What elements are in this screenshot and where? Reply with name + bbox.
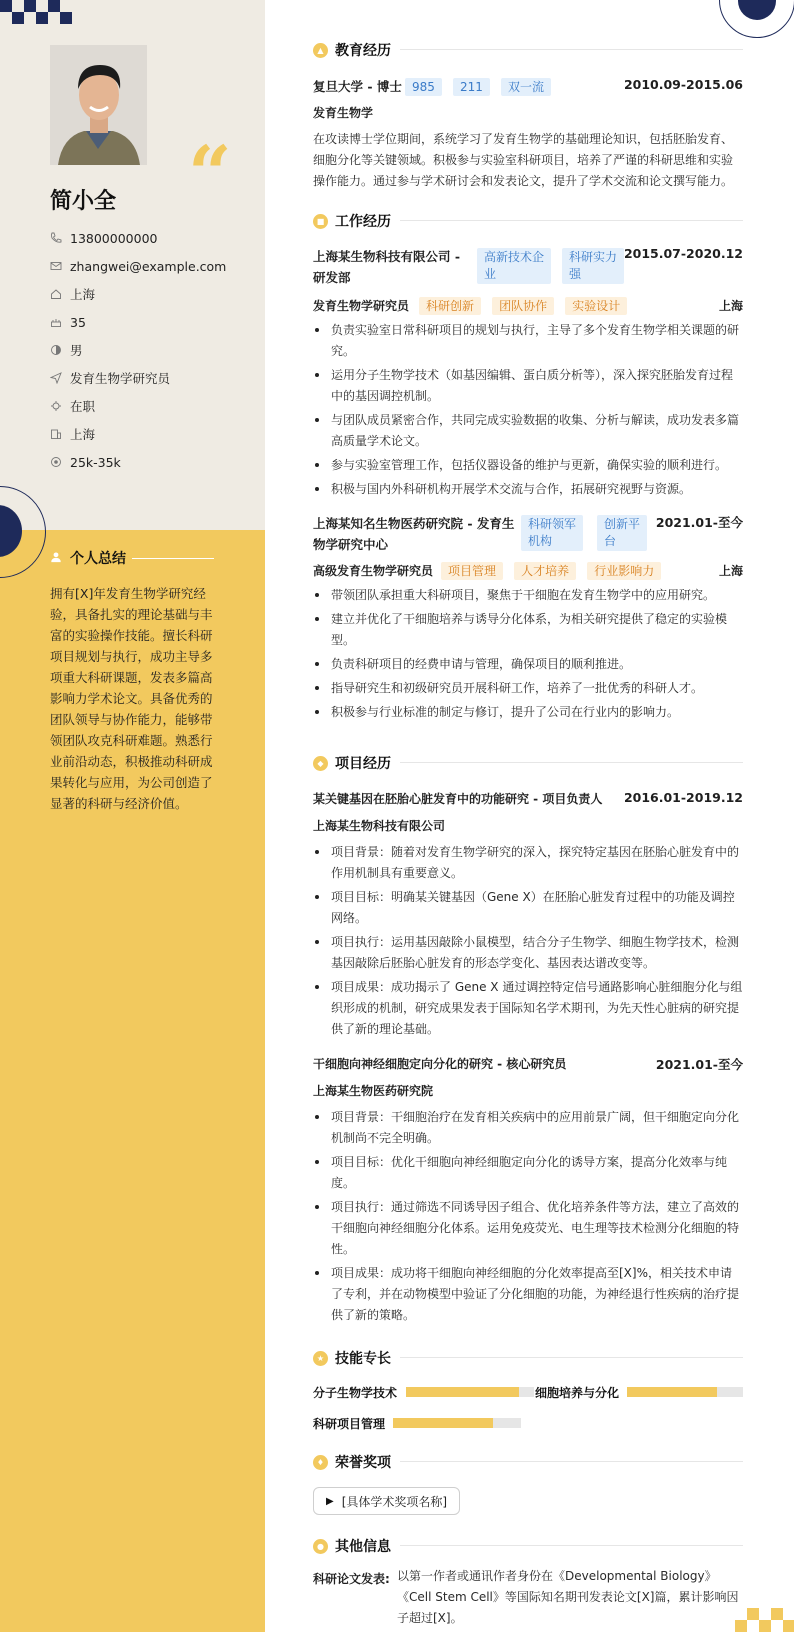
tag-line: 科研领军 bbox=[528, 517, 577, 531]
contact-info-list bbox=[50, 224, 260, 476]
list-item: 负责实验室日常科研项目的规划与执行，主导了多个发育生物学相关课题的研究。 bbox=[313, 320, 743, 362]
tag-line: 台 bbox=[604, 534, 617, 548]
summary-heading bbox=[50, 548, 126, 568]
tag-line: 业 bbox=[484, 267, 497, 281]
skill-icon: ★ bbox=[313, 1351, 328, 1366]
job-company-line: 物学研究中心 bbox=[313, 537, 389, 552]
job-company-tag bbox=[477, 248, 551, 284]
list-item: 项目成果：成功揭示了 Gene X 通过调控特定信号通路影响心脏细胞分化与组织形成的机制，研究成果发表于国际知名学术期刊，为先天性心脏病的研究提供了新的理论基础。 bbox=[313, 977, 743, 1040]
skill-name: 科研项目管理 bbox=[313, 1417, 386, 1431]
email-value: zhangwei@example.com bbox=[70, 258, 227, 274]
briefcase-icon: ■ bbox=[313, 214, 328, 229]
send-icon bbox=[50, 371, 70, 385]
info-age bbox=[50, 308, 260, 336]
job-location: 上海 bbox=[718, 299, 743, 313]
role-tag: 行业影响力 bbox=[587, 562, 661, 580]
education-school: 复旦大学 - 博士 bbox=[313, 79, 402, 94]
work-divider bbox=[400, 220, 743, 221]
job-date: 2021.01-至今 bbox=[655, 515, 743, 530]
tag-line: 科研实力 bbox=[569, 250, 618, 264]
list-item: 带领团队承担重大科研项目，聚焦于干细胞在发育生物学中的应用研究。 bbox=[313, 585, 743, 606]
role-tag: 团队协作 bbox=[492, 297, 554, 315]
info-phone bbox=[50, 224, 260, 252]
role-tag: 实验设计 bbox=[565, 297, 627, 315]
other-text: 以第一作者或通讯作者身份在《Developmental Biology》《Cell Stem Cell》等国际知名期刊发表论文[X]篇，累计影响因子超过[X]。 bbox=[397, 1569, 739, 1625]
info-icon: ● bbox=[313, 1539, 328, 1554]
role-tag: 科研创新 bbox=[419, 297, 481, 315]
job-company bbox=[313, 246, 460, 288]
info-home bbox=[50, 280, 260, 308]
summary-divider bbox=[132, 558, 214, 559]
list-item: 项目成果：成功将干细胞向神经细胞的分化效率提高至[X]%，相关技术申请了专利，并在动物模型中验证了分化细胞的功能，为神经退行性疾病的治疗提供了新的策略。 bbox=[313, 1263, 743, 1326]
building-icon bbox=[50, 427, 70, 441]
skill-bar-fill bbox=[406, 1387, 519, 1397]
awards-divider bbox=[400, 1461, 743, 1462]
project-date: 2021.01-至今 bbox=[655, 1057, 743, 1072]
info-position bbox=[50, 364, 260, 392]
job-company-tag bbox=[521, 515, 583, 551]
job-company-line: 上海某知名生物医药研究院 - 发育生 bbox=[313, 516, 515, 531]
education-divider bbox=[400, 49, 743, 50]
education-description: 在攻读博士学位期间，系统学习了发育生物学的基础理论知识，包括胚胎发育、细胞分化等关键领域。积极参与实验室科研项目，培养了严谨的科研思维和实验操作能力。通过参与学术研讨会和发表论文，提升了学术交流和论文撰写能力。 bbox=[313, 132, 734, 188]
role-tag: 人才培养 bbox=[514, 562, 576, 580]
list-item: 运用分子生物学技术（如基因编辑、蛋白质分析等），深入探究胚胎发育过程中的基因调控机制。 bbox=[313, 365, 743, 407]
home-value: 上海 bbox=[70, 287, 96, 302]
age-value: 35 bbox=[70, 314, 86, 330]
project-bullets bbox=[313, 1107, 743, 1329]
corner-checker-decoration bbox=[0, 0, 76, 24]
role-tag: 项目管理 bbox=[441, 562, 503, 580]
job-bullets bbox=[313, 585, 743, 726]
salary-value: 25k-35k bbox=[70, 454, 121, 470]
awards-title: 荣誉奖项 bbox=[335, 1455, 391, 1471]
info-gender bbox=[50, 336, 260, 364]
list-item: 项目背景：随着对发育生物学研究的深入，探究特定基因在胚胎心脏发育中的作用机制具有重要意义。 bbox=[313, 842, 743, 884]
mail-icon bbox=[50, 259, 70, 273]
projects-heading bbox=[313, 753, 391, 773]
education-heading bbox=[313, 40, 391, 60]
education-tag: 双一流 bbox=[501, 78, 551, 96]
project-org: 上海某生物医药研究院 bbox=[313, 1084, 434, 1098]
education-tags bbox=[405, 76, 551, 96]
education-date: 2010.09-2015.06 bbox=[623, 77, 743, 92]
other-label: 科研论文发表: bbox=[313, 1572, 390, 1586]
status-icon bbox=[50, 399, 70, 413]
job-company bbox=[313, 513, 514, 555]
education-tag: 211 bbox=[453, 78, 490, 96]
info-salary bbox=[50, 448, 260, 476]
skills-title: 技能专长 bbox=[335, 1351, 391, 1367]
gender-icon bbox=[50, 343, 70, 357]
education-tag: 985 bbox=[405, 78, 442, 96]
list-item: 项目执行：通过筛选不同诱导因子组合、优化培养条件等方法，建立了高效的干细胞向神经细胞分化体系。运用免疫荧光、电生理等技术检测分化细胞的特性。 bbox=[313, 1197, 743, 1260]
skill-bar bbox=[393, 1418, 521, 1428]
list-item: 负责科研项目的经费申请与管理，确保项目的顺利推进。 bbox=[313, 654, 743, 675]
salary-icon bbox=[50, 455, 70, 469]
cake-icon bbox=[50, 315, 70, 329]
list-item: 建立并优化了干细胞培养与诱导分化体系，为相关研究提供了稳定的实验模型。 bbox=[313, 609, 743, 651]
avatar bbox=[50, 45, 147, 165]
skills-divider bbox=[400, 1357, 743, 1358]
skill-bar bbox=[406, 1387, 534, 1397]
tag-line: 强 bbox=[569, 267, 582, 281]
gender-value: 男 bbox=[70, 343, 83, 358]
other-divider bbox=[400, 1545, 743, 1546]
list-item: 项目目标：优化干细胞向神经细胞定向分化的诱导方案，提高分化效率与纯度。 bbox=[313, 1152, 743, 1194]
skill-name: 分子生物学技术 bbox=[313, 1386, 398, 1400]
job-role-tags bbox=[441, 560, 661, 580]
list-item: 积极与国内外科研机构开展学术交流与合作，拓展研究视野与资源。 bbox=[313, 479, 743, 500]
sidebar bbox=[0, 0, 265, 1632]
list-item: 与团队成员紧密合作，共同完成实验数据的收集、分析与解读，成功发表多篇高质量学术论文。 bbox=[313, 410, 743, 452]
work-city-value: 上海 bbox=[70, 427, 96, 442]
list-item: 参与实验室管理工作，包括仪器设备的维护与更新，确保实验的顺利进行。 bbox=[313, 455, 743, 476]
phone-value: 13800000000 bbox=[70, 230, 158, 246]
info-status bbox=[50, 392, 260, 420]
skill-bar-fill bbox=[393, 1418, 493, 1428]
project-icon: ◆ bbox=[313, 756, 328, 771]
work-heading bbox=[313, 211, 391, 231]
job-company-line: 上海某生物科技有限公司 - bbox=[313, 249, 461, 264]
projects-divider bbox=[400, 762, 743, 763]
position-value: 发育生物学研究员 bbox=[70, 371, 171, 386]
awards-heading bbox=[313, 1452, 391, 1472]
project-date: 2016.01-2019.12 bbox=[623, 790, 743, 805]
education-title: 教育经历 bbox=[335, 43, 391, 59]
job-date: 2015.07-2020.12 bbox=[623, 246, 743, 261]
graduation-cap-icon: ▲ bbox=[313, 43, 328, 58]
other-title: 其他信息 bbox=[335, 1539, 391, 1555]
home-icon bbox=[50, 287, 70, 301]
tag-line: 机构 bbox=[528, 534, 553, 548]
other-heading bbox=[313, 1536, 391, 1556]
skill-bar-fill bbox=[627, 1387, 717, 1397]
project-name: 干细胞向神经细胞定向分化的研究 - 核心研究员 bbox=[313, 1057, 567, 1071]
user-icon bbox=[50, 551, 66, 565]
job-location: 上海 bbox=[718, 564, 743, 578]
corner-checker-decoration bbox=[735, 1608, 794, 1632]
info-email bbox=[50, 252, 260, 280]
list-item: 指导研究生和初级研究员开展科研工作，培养了一批优秀的科研人才。 bbox=[313, 678, 743, 699]
list-item: 项目执行：运用基因敲除小鼠模型，结合分子生物学、细胞生物学技术，检测基因敲除后胚胎心脏发育的形态学变化、基因表达谱改变等。 bbox=[313, 932, 743, 974]
job-role-tags bbox=[419, 295, 627, 315]
award-name: [具体学术奖项名称] bbox=[341, 1494, 448, 1509]
summary-title: 个人总结 bbox=[70, 551, 126, 567]
skill-name: 细胞培养与分化 bbox=[535, 1386, 620, 1400]
tag-line: 高新技术企 bbox=[484, 250, 545, 264]
play-icon: ▶ bbox=[326, 1495, 334, 1507]
info-work-city bbox=[50, 420, 260, 448]
status-value: 在职 bbox=[70, 399, 96, 414]
project-bullets bbox=[313, 842, 743, 1043]
job-bullets bbox=[313, 320, 743, 503]
trophy-icon: ♦ bbox=[313, 1455, 328, 1470]
project-name: 某关键基因在胚胎心脏发育中的功能研究 - 项目负责人 bbox=[313, 792, 603, 806]
tag-line: 创新平 bbox=[604, 517, 641, 531]
skill-bar bbox=[627, 1387, 743, 1397]
project-org: 上海某生物科技有限公司 bbox=[313, 819, 446, 833]
work-title: 工作经历 bbox=[335, 214, 391, 230]
skills-heading bbox=[313, 1348, 391, 1368]
phone-icon bbox=[50, 231, 70, 245]
quote-mark-icon: “ bbox=[188, 129, 232, 218]
candidate-name: 简小全 bbox=[50, 189, 117, 214]
job-company-line: 研发部 bbox=[313, 270, 351, 285]
education-major: 发育生物学 bbox=[313, 106, 374, 120]
list-item: 积极参与行业标准的制定与修订，提升了公司在行业内的影响力。 bbox=[313, 702, 743, 723]
projects-title: 项目经历 bbox=[335, 756, 391, 772]
list-item: 项目背景：干细胞治疗在发育相关疾病中的应用前景广阔，但干细胞定向分化机制尚不完全明确。 bbox=[313, 1107, 743, 1149]
award-item[interactable] bbox=[313, 1487, 460, 1515]
summary-text: 拥有[X]年发育生物学研究经验，具备扎实的理论基础与丰富的实验操作技能。擅长科研项目规划与执行，成功主导多项重大科研课题，发表多篇高影响力学术论文。具备优秀的团队领导与协作能力，能够带领团队攻克科研难题。熟悉行业前沿动态，积极推动科研成果转化与应用，为公司创造了显著的科研与经济价值。 bbox=[50, 586, 213, 811]
job-role: 发育生物学研究员 bbox=[313, 299, 410, 313]
job-role: 高级发育生物学研究员 bbox=[313, 564, 434, 578]
list-item: 项目目标：明确某关键基因（Gene X）在胚胎心脏发育过程中的功能及调控网络。 bbox=[313, 887, 743, 929]
